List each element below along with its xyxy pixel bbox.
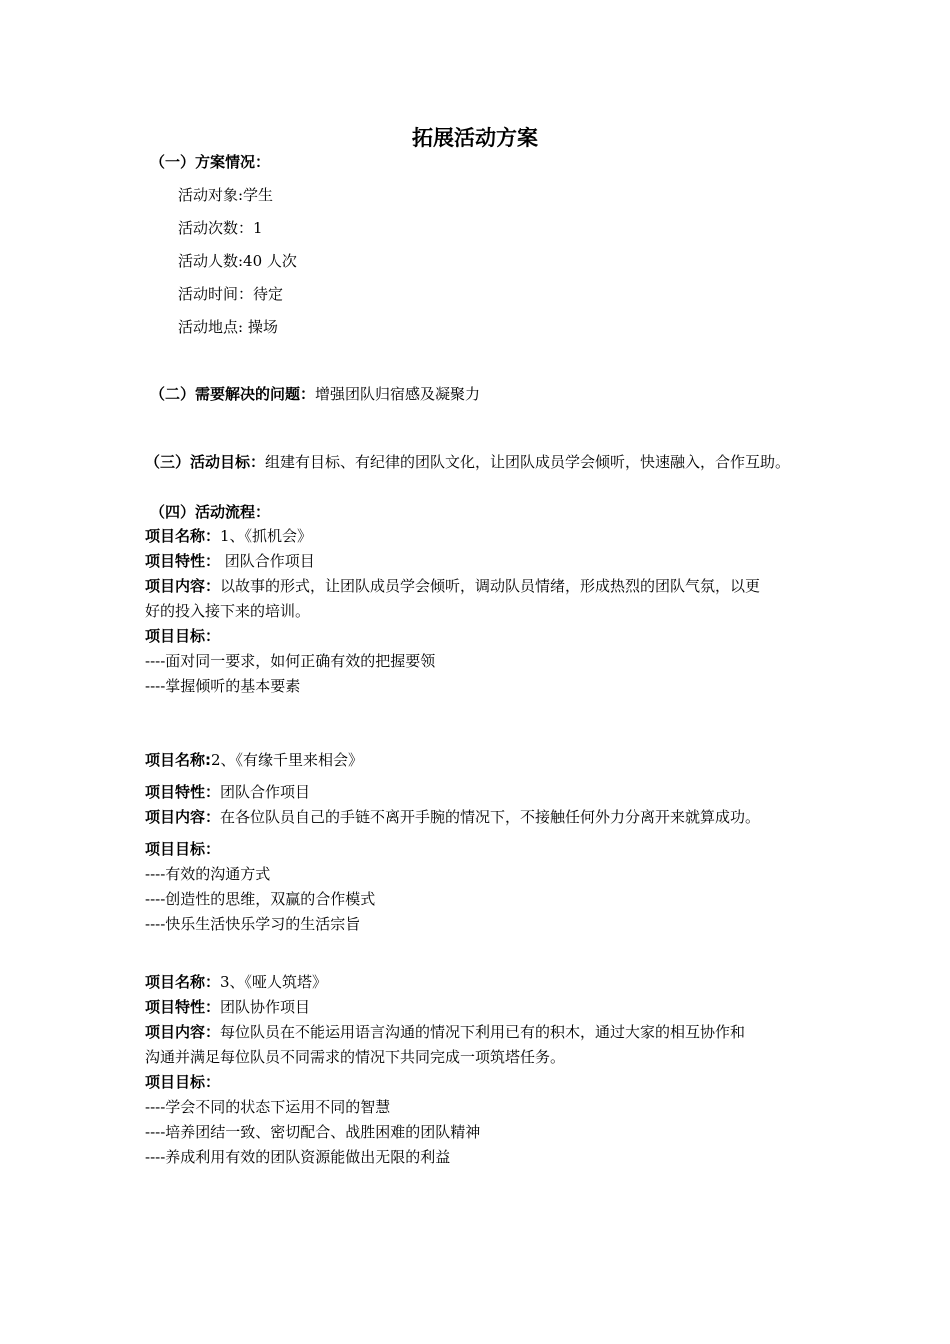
section2-line [150, 384, 480, 404]
project-name-label: 项目名称： [145, 527, 221, 545]
project-nature-label: 项目特性： [145, 998, 221, 1016]
project1-nature: 团队合作项目 [220, 552, 315, 570]
project2-goal-2: ----创造性的思维，双赢的合作模式 [145, 890, 376, 908]
section4-heading: （四）活动流程： [150, 503, 271, 521]
project1-nature-line [145, 551, 315, 571]
project2-goal-label: 项目目标： [145, 840, 221, 858]
project3-goal-3: ----养成利用有效的团队资源能做出无限的利益 [145, 1148, 451, 1166]
project2-nature: 团队合作项目 [220, 783, 311, 801]
section2-heading: （二）需要解决的问题： [150, 385, 316, 403]
plan-item-target: 活动对象:学生 [178, 186, 274, 204]
project2-name: 2、《有缘千里来相会》 [211, 751, 364, 769]
project3-nature: 团队协作项目 [220, 998, 311, 1016]
project2-goal-1: ----有效的沟通方式 [145, 865, 271, 883]
plan-item-people: 活动人数:40 人次 [178, 252, 297, 270]
project-nature-label: 项目特性： [145, 552, 221, 570]
project2-name-line [145, 750, 363, 770]
project3-name: 3、《哑人筑塔》 [220, 973, 328, 991]
section3-text: 组建有目标、有纪律的团队文化，让团队成员学会倾听，快速融入，合作互助。 [265, 453, 791, 471]
project1-name-line [145, 526, 312, 546]
project-name-label: 项目名称： [145, 973, 221, 991]
project3-name-line [145, 972, 327, 992]
plan-item-count: 活动次数：1 [178, 219, 263, 237]
project-nature-label: 项目特性： [145, 783, 221, 801]
project-name-label: 项目名称: [145, 751, 211, 769]
project2-goal-3: ----快乐生活快乐学习的生活宗旨 [145, 915, 361, 933]
project2-content-1: 在各位队员自己的手链不离开手腕的情况下，不接触任何外力分离开来就算成功。 [220, 808, 761, 826]
project1-name: 1、《抓机会》 [220, 527, 313, 545]
plan-item-time: 活动时间：待定 [178, 285, 284, 303]
project1-goal-label: 项目目标： [145, 627, 221, 645]
project2-content-line [145, 807, 760, 827]
project1-content-line [145, 576, 760, 596]
project1-goal-1: ----面对同一要求，如何正确有效的把握要领 [145, 652, 436, 670]
project1-content-1: 以故事的形式，让团队成员学会倾听，调动队员情绪，形成热烈的团队气氛，以更 [220, 577, 761, 595]
section3-line [145, 452, 790, 472]
section3-heading: （三）活动目标： [145, 453, 266, 471]
project1-content-2: 好的投入接下来的培训。 [145, 602, 311, 620]
project2-nature-line [145, 782, 310, 802]
project3-content-2: 沟通并满足每位队员不同需求的情况下共同完成一项筑塔任务。 [145, 1048, 566, 1066]
project3-nature-line [145, 997, 310, 1017]
project-content-label: 项目内容： [145, 808, 221, 826]
plan-item-place: 活动地点: 操场 [178, 318, 278, 336]
project3-content-line [145, 1022, 745, 1042]
project3-goal-2: ----培养团结一致、密切配合、战胜困难的团队精神 [145, 1123, 481, 1141]
project3-goal-label: 项目目标： [145, 1073, 221, 1091]
section2-text: 增强团队归宿感及凝聚力 [315, 385, 481, 403]
project3-content-1: 每位队员在不能运用语言沟通的情况下利用已有的积木，通过大家的相互协作和 [220, 1023, 746, 1041]
section1-heading: （一）方案情况： [150, 153, 271, 171]
project3-goal-1: ----学会不同的状态下运用不同的智慧 [145, 1098, 391, 1116]
project1-goal-2: ----掌握倾听的基本要素 [145, 677, 301, 695]
document-title: 拓展活动方案 [412, 126, 538, 150]
project-content-label: 项目内容： [145, 577, 221, 595]
project-content-label: 项目内容： [145, 1023, 221, 1041]
